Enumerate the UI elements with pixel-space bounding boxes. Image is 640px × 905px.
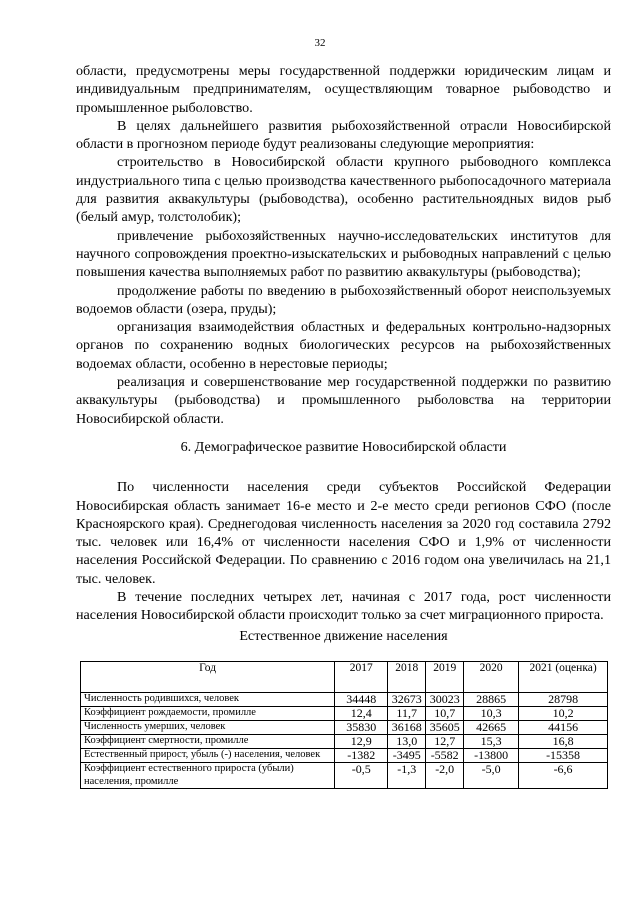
section-heading: 6. Демографическое развитие Новосибирской области: [180, 438, 507, 455]
header-cell: 2017: [335, 662, 388, 693]
header-cell: Год: [81, 662, 335, 693]
table-cell: 44156: [519, 721, 608, 735]
table-cell: -3495: [388, 749, 426, 763]
table-cell: 16,8: [519, 735, 608, 749]
table-row: [81, 721, 608, 735]
paragraph: В течение последних четырех лет, начиная с 2017 года, рост численности населения Новосибирской области происходит только за счет миграционного прироста.: [76, 589, 611, 624]
table-cell: 28798: [519, 693, 608, 707]
header-cell: 2020: [464, 662, 519, 693]
row-label: Численность родившихся, человек: [81, 693, 335, 707]
table-cell: -6,6: [519, 763, 608, 789]
row-label: Коэффициент рождаемости, промилле: [81, 707, 335, 721]
header-cell: 2019: [426, 662, 464, 693]
table-cell: -1,3: [388, 763, 426, 789]
table-cell: -5,0: [464, 763, 519, 789]
paragraph: В целях дальнейшего развития рыбохозяйственной отрасли Новосибирской области в прогнозном периоде будут реализованы следующие мероприятия:: [76, 117, 611, 153]
table-cell: 13,0: [388, 735, 426, 749]
table-cell: -5582: [426, 749, 464, 763]
table-cell: 30023: [426, 693, 464, 707]
table-cell: 36168: [388, 721, 426, 735]
table-cell: 34448: [335, 693, 388, 707]
table-cell: 28865: [464, 693, 519, 707]
table-cell: -13800: [464, 749, 519, 763]
page-number: 32: [314, 37, 326, 49]
table-cell: 10,2: [519, 707, 608, 721]
row-label: Коэффициент естественного прироста (убыли) населения, промилле: [81, 763, 335, 789]
table-cell: 15,3: [464, 735, 519, 749]
table-cell: 35605: [426, 721, 464, 735]
table-row: [81, 707, 608, 721]
document-body: [76, 62, 611, 658]
table-cell: 35830: [335, 721, 388, 735]
table-cell: -1382: [335, 749, 388, 763]
table-cell: -15358: [519, 749, 608, 763]
list-item: строительство в Новосибирской области крупного рыбоводного комплекса индустриального типа с целью производства качественного рыбопосадочного материала для развития аквакультуры (рыбоводства), особенно растительноядных видов рыб (белый амур, толстолобик);: [76, 154, 611, 226]
population-table: [80, 661, 608, 789]
table-cell: 12,4: [335, 707, 388, 721]
list-item: организация взаимодействия областных и федеральных контрольно-надзорных органов по сохранению водных биологических ресурсов на рыбохозяйственных водоемах области, особенно в нерестовые периоды;: [76, 319, 611, 372]
header-cell: 2021 (оценка): [519, 662, 608, 693]
table-cell: 11,7: [388, 707, 426, 721]
paragraph: области, предусмотрены меры государственной поддержки юридическим лицам и индивидуальным предпринимателям, осуществляющим товарное рыбоводство и промышленное рыболовство.: [76, 63, 611, 116]
table-row: [81, 749, 608, 763]
header-cell: 2018: [388, 662, 426, 693]
table-cell: 12,9: [335, 735, 388, 749]
table-header-row: [81, 662, 608, 693]
table-cell: 32673: [388, 693, 426, 707]
list-item: реализация и совершенствование мер государственной поддержки по развитию аквакультуры (рыбоводства) и промышленного рыболовства на территории Новосибирской области.: [76, 374, 611, 427]
table-cell: -0,5: [335, 763, 388, 789]
row-label: Естественный прирост, убыль (-) населения, человек: [81, 749, 335, 763]
table-cell: -2,0: [426, 763, 464, 789]
paragraph: По численности населения среди субъектов Российской Федерации Новосибирская область занимает 16-е место и 2-е место среди регионов СФО (после Красноярского края). Среднегодовая численность населения за 2020 год составила 2792 тыс. человек или 16,4% от численности населения СФО и 1,9% от численности населения Российской Федерации. По сравнению с 2016 годом она увеличилась на 21,1 тыс. человек.: [76, 479, 611, 587]
table-row: [81, 735, 608, 749]
table-row: [81, 763, 608, 789]
list-item: продолжение работы по введению в рыбохозяйственный оборот неиспользуемых водоемов области (озера, пруды);: [76, 282, 611, 317]
table-row: [81, 693, 608, 707]
row-label: Численность умерших, человек: [81, 721, 335, 735]
table-title: Естественное движение населения: [239, 627, 448, 644]
row-label: Коэффициент смертности, промилле: [81, 735, 335, 749]
table-cell: 42665: [464, 721, 519, 735]
table-cell: 10,7: [426, 707, 464, 721]
list-item: привлечение рыбохозяйственных научно-исследовательских институтов для научного сопровождения проектно-изыскательских и рыбоводных направлений с целью повышения качества выполняемых работ по развитию аквакультуры (рыбоводства);: [76, 227, 611, 281]
table-cell: 10,3: [464, 707, 519, 721]
table-cell: 12,7: [426, 735, 464, 749]
